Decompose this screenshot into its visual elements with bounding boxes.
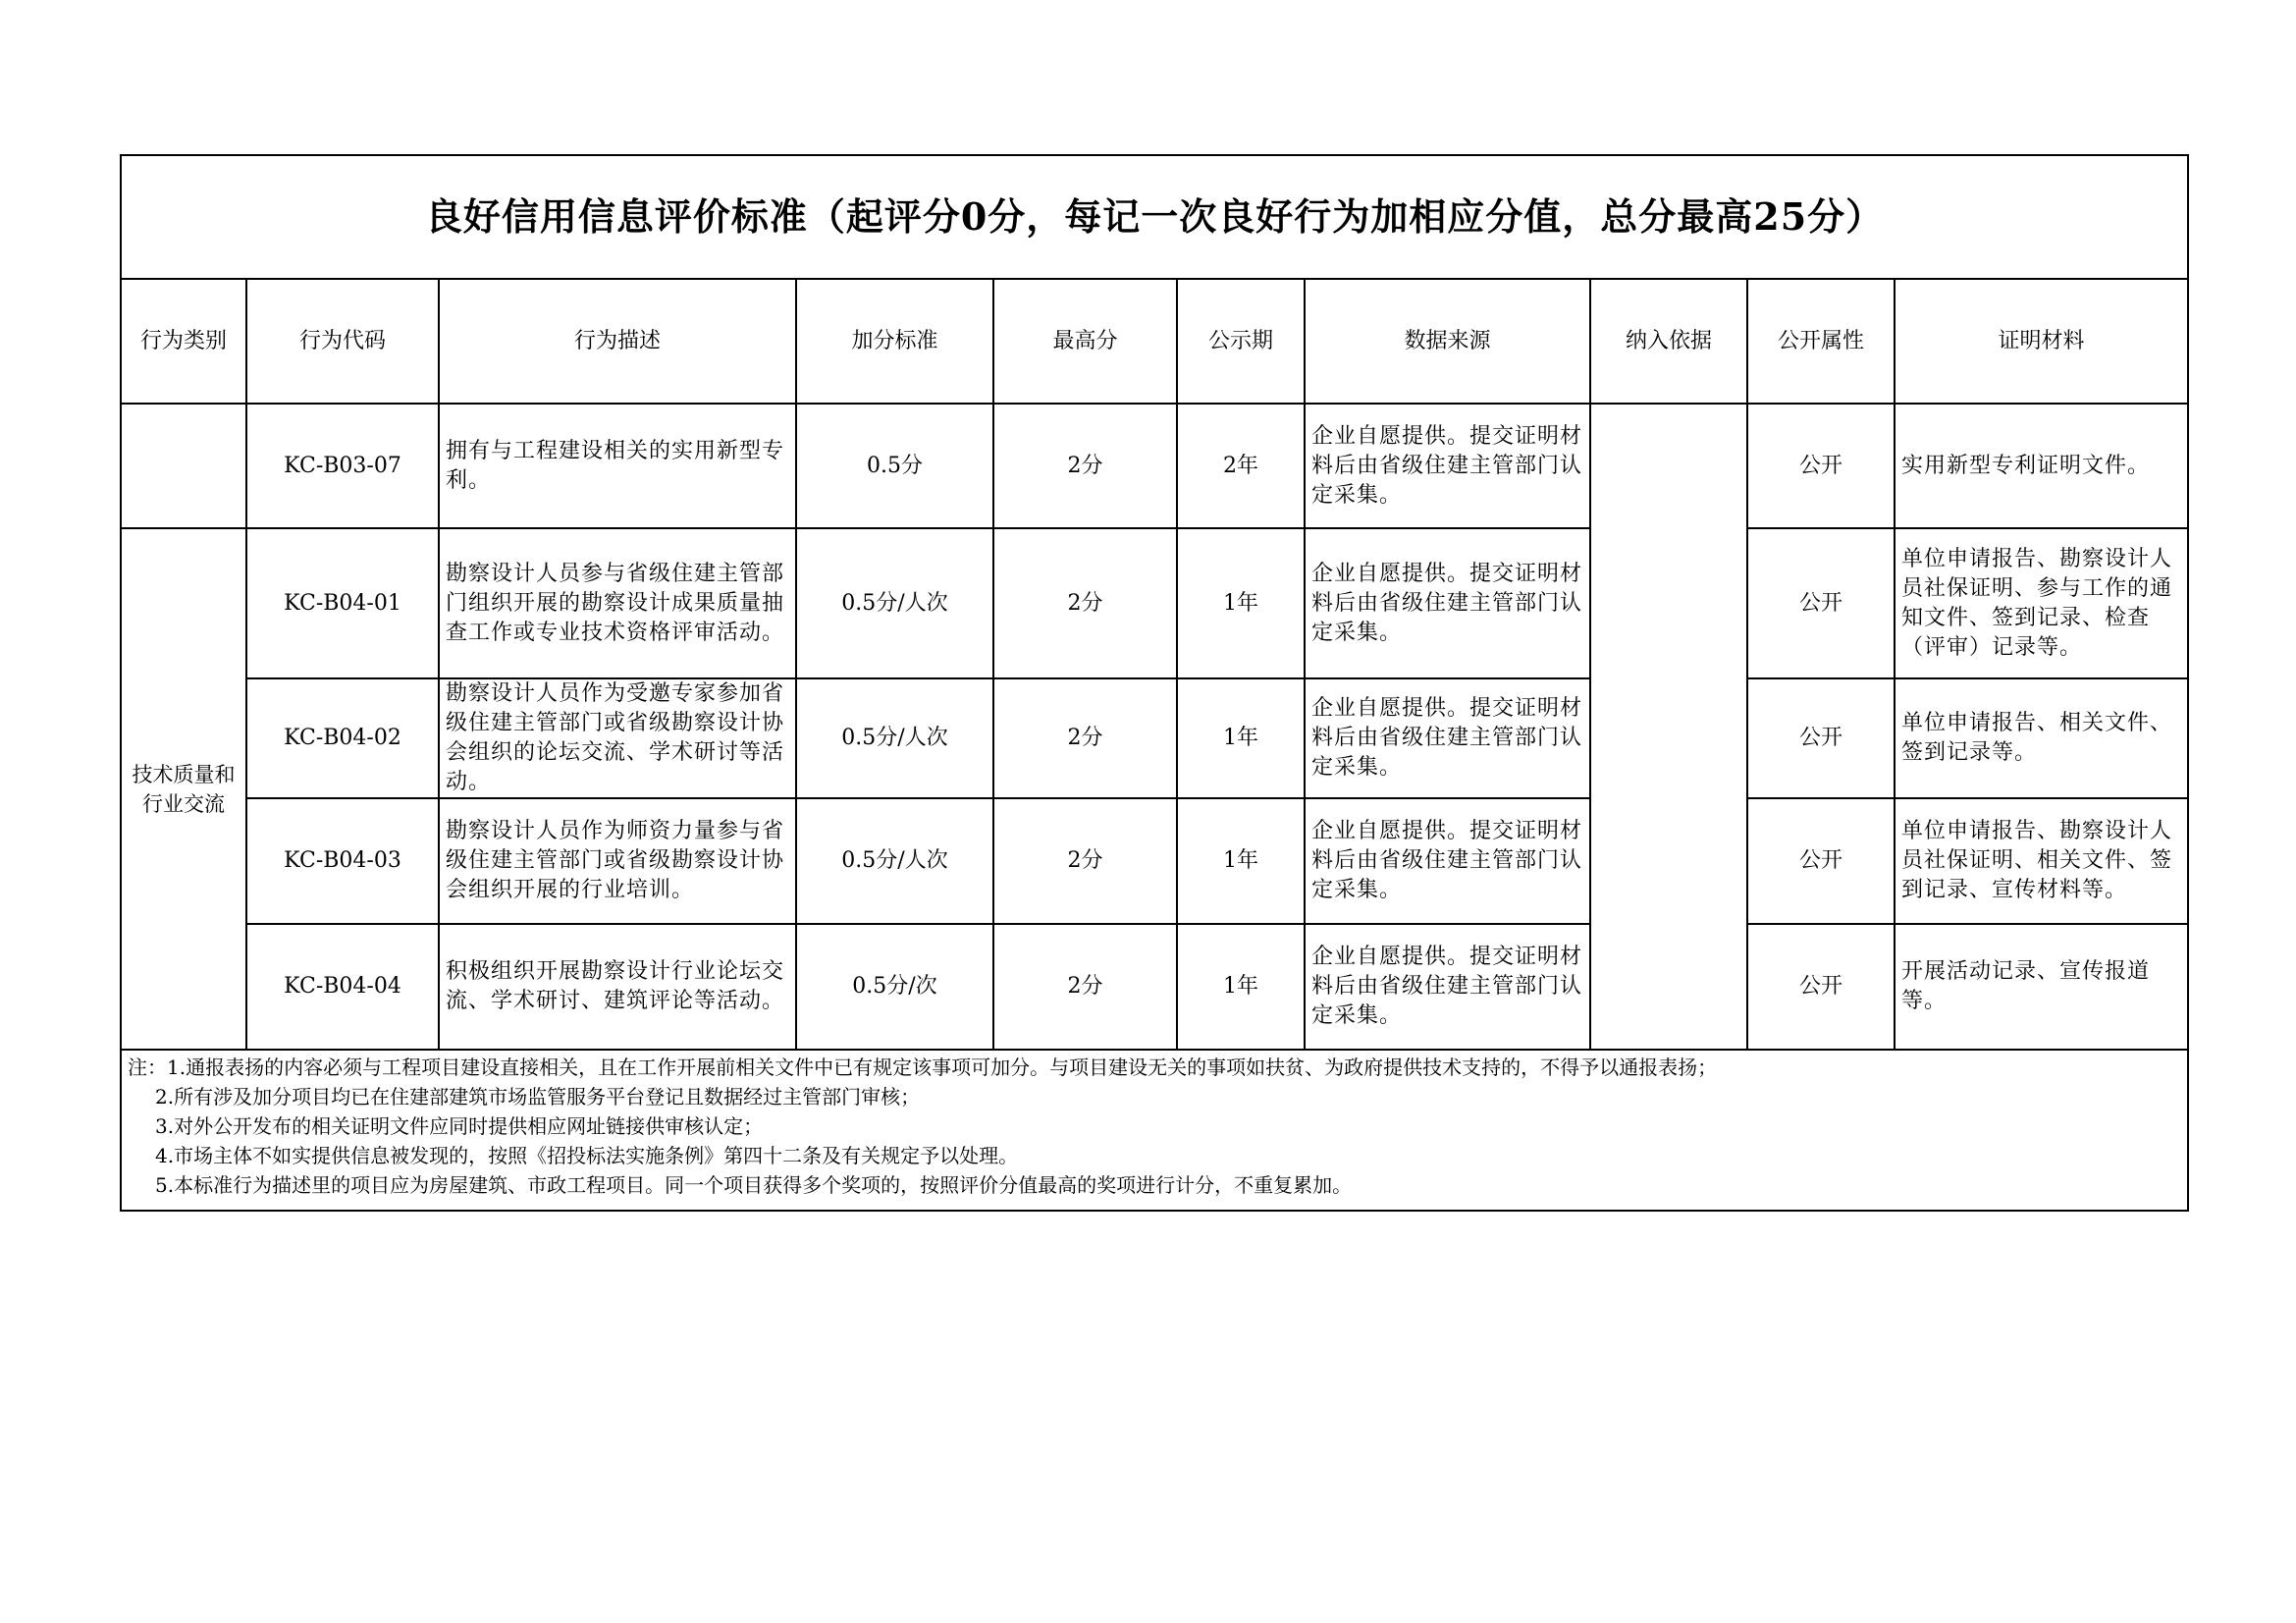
row-max-score: 2分: [993, 404, 1177, 528]
header-row: [121, 279, 2188, 404]
header-basis: 纳入依据: [1590, 279, 1747, 404]
note-line-5: 5.本标准行为描述里的项目应为房屋建筑、市政工程项目。同一个项目获得多个奖项的，按照评价分值最高的奖项进行计分，不重复累加。: [155, 1173, 1353, 1197]
title-row: [121, 155, 2188, 279]
row-score: 0.5分/人次: [796, 678, 993, 798]
header-max-score: 最高分: [993, 279, 1177, 404]
table-row: [121, 798, 2188, 924]
row-attribute: 公开: [1747, 678, 1895, 798]
row-score: 0.5分/人次: [796, 798, 993, 924]
row-score: 0.5分: [796, 404, 993, 528]
credit-evaluation-table: [120, 154, 2189, 1212]
row-attribute: 公开: [1747, 528, 1895, 678]
row-attribute: 公开: [1747, 404, 1895, 528]
note-line-1: 注：1.通报表扬的内容必须与工程项目建设直接相关，且在工作开展前相关文件中已有规定该事项可加分。与项目建设无关的事项如扶贫、为政府提供技术支持的，不得予以通报表扬；: [128, 1055, 1718, 1079]
table-title: 良好信用信息评价标准（起评分0分，每记一次良好行为加相应分值，总分最高25分）: [121, 155, 2188, 279]
row-description: 积极组织开展勘察设计行业论坛交流、学术研讨、建筑评论等活动。: [439, 924, 796, 1050]
row-source: 企业自愿提供。提交证明材料后由省级住建主管部门认定采集。: [1305, 678, 1590, 798]
row-evidence: 单位申请报告、勘察设计人员社保证明、参与工作的通知文件、签到记录、检查（评审）记录等。: [1895, 528, 2188, 678]
header-category: 行为类别: [121, 279, 246, 404]
row-code: KC-B03-07: [246, 404, 439, 528]
header-publicity-period: 公示期: [1177, 279, 1305, 404]
row-score: 0.5分/人次: [796, 528, 993, 678]
header-code: 行为代码: [246, 279, 439, 404]
row-code: KC-B04-03: [246, 798, 439, 924]
row-description: 勘察设计人员作为受邀专家参加省级住建主管部门或省级勘察设计协会组织的论坛交流、学术研讨等活动。: [439, 678, 796, 798]
row-description: 拥有与工程建设相关的实用新型专利。: [439, 404, 796, 528]
notes-cell: [121, 1050, 2188, 1211]
notes-row: [121, 1050, 2188, 1211]
row-code: KC-B04-02: [246, 678, 439, 798]
row-attribute: 公开: [1747, 924, 1895, 1050]
row-max-score: 2分: [993, 924, 1177, 1050]
row-source: 企业自愿提供。提交证明材料后由省级住建主管部门认定采集。: [1305, 404, 1590, 528]
category-cell-tech-quality: 技术质量和行业交流: [121, 528, 246, 1050]
row-max-score: 2分: [993, 528, 1177, 678]
row-period: 1年: [1177, 924, 1305, 1050]
row-score: 0.5分/次: [796, 924, 993, 1050]
table-row: [121, 404, 2188, 528]
category-cell-empty: [121, 404, 246, 528]
row-source: 企业自愿提供。提交证明材料后由省级住建主管部门认定采集。: [1305, 528, 1590, 678]
header-public-attribute: 公开属性: [1747, 279, 1895, 404]
row-description: 勘察设计人员作为师资力量参与省级住建主管部门或省级勘察设计协会组织开展的行业培训。: [439, 798, 796, 924]
header-description: 行为描述: [439, 279, 796, 404]
note-line-4: 4.市场主体不如实提供信息被发现的，按照《招投标法实施条例》第四十二条及有关规定予以处理。: [155, 1144, 1019, 1167]
table-row: [121, 678, 2188, 798]
row-period: 2年: [1177, 404, 1305, 528]
row-attribute: 公开: [1747, 798, 1895, 924]
row-period: 1年: [1177, 798, 1305, 924]
row-evidence: 单位申请报告、相关文件、签到记录等。: [1895, 678, 2188, 798]
header-score-standard: 加分标准: [796, 279, 993, 404]
row-max-score: 2分: [993, 798, 1177, 924]
row-evidence: 单位申请报告、勘察设计人员社保证明、相关文件、签到记录、宣传材料等。: [1895, 798, 2188, 924]
basis-cell-merged: [1590, 404, 1747, 1050]
note-line-3: 3.对外公开发布的相关证明文件应同时提供相应网址链接供审核认定；: [155, 1114, 764, 1138]
table-row: [121, 528, 2188, 678]
row-source: 企业自愿提供。提交证明材料后由省级住建主管部门认定采集。: [1305, 924, 1590, 1050]
row-code: KC-B04-04: [246, 924, 439, 1050]
row-source: 企业自愿提供。提交证明材料后由省级住建主管部门认定采集。: [1305, 798, 1590, 924]
row-max-score: 2分: [993, 678, 1177, 798]
row-evidence: 实用新型专利证明文件。: [1895, 404, 2188, 528]
row-description: 勘察设计人员参与省级住建主管部门组织开展的勘察设计成果质量抽查工作或专业技术资格评审活动。: [439, 528, 796, 678]
row-period: 1年: [1177, 528, 1305, 678]
header-data-source: 数据来源: [1305, 279, 1590, 404]
note-line-2: 2.所有涉及加分项目均已在住建部建筑市场监管服务平台登记且数据经过主管部门审核；: [155, 1085, 921, 1109]
table-row: [121, 924, 2188, 1050]
header-evidence: 证明材料: [1895, 279, 2188, 404]
row-period: 1年: [1177, 678, 1305, 798]
row-evidence: 开展活动记录、宣传报道等。: [1895, 924, 2188, 1050]
row-code: KC-B04-01: [246, 528, 439, 678]
